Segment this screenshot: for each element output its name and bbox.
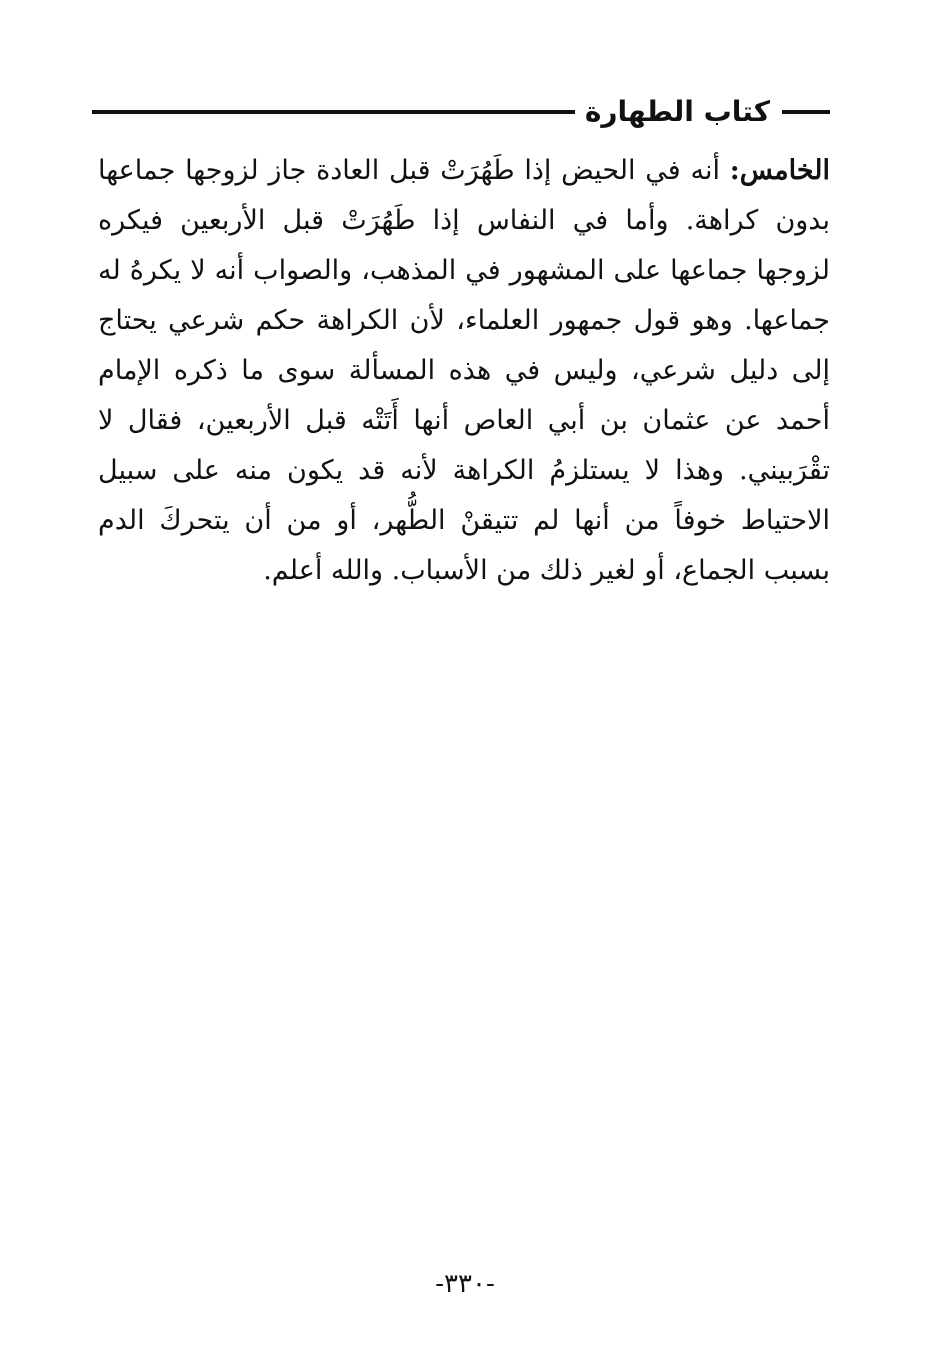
page-number: -٣٣٠- xyxy=(435,1269,495,1299)
header-dash xyxy=(782,110,830,114)
running-header xyxy=(92,92,830,132)
body-paragraph xyxy=(98,146,830,596)
paragraph-text: أنه في الحيض إذا طَهُرَتْ قبل العادة جاز لزوجها جماعها بدون كراهة. وأما في النفاس إذا طَهُرَتْ قبل الأربعين فيكره لزوجها جماعها على المشهور في المذهب، والصواب أنه لا يكرهُ له جماعها. وهو قول جمهور العلماء، لأن الكراهة حكم شرعي يحتاج إلى دليل شرعي، وليس في هذه المسألة سوى ما ذكره الإمام أحمد عن عثمان بن أبي العاص أنها أَتَتْه قبل الأربعين، فقال لا تقْرَبيني. وهذا لا يستلزمُ الكراهة لأنه قد يكون منه على سبيل الاحتياط خوفاً من أنها لم تتيقنْ الطُّهر، أو من أن يتحركَ الدم بسبب الجماع، أو لغير ذلك من الأسباب. والله أعلم. xyxy=(98,155,830,586)
chapter-title: كتاب الطهارة xyxy=(584,95,770,128)
lead-word: الخامس: xyxy=(729,155,830,186)
header-rule xyxy=(92,110,575,114)
